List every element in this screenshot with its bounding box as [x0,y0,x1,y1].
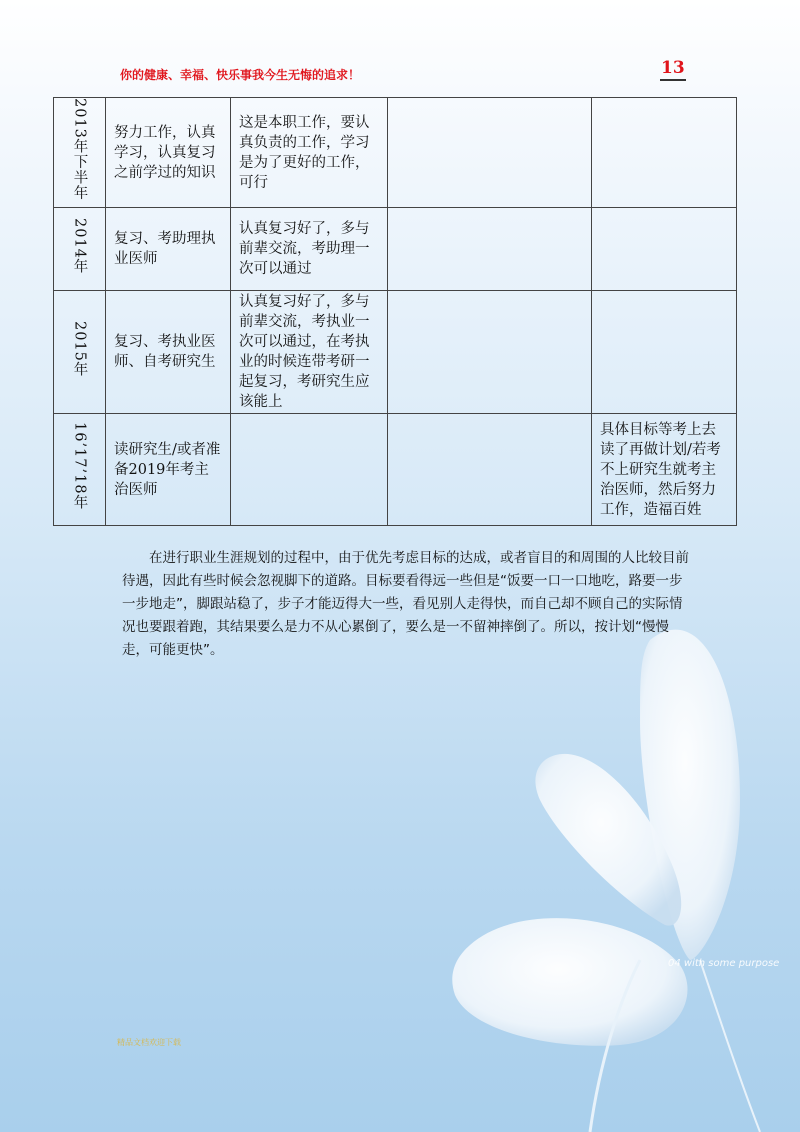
table-row [54,98,737,208]
career-plan-table [53,97,737,526]
feasibility-cell [231,414,388,526]
table-row [54,414,737,526]
year-label: 2014年 [71,217,88,275]
blank-cell [388,98,592,208]
page-number: 13 [660,58,686,81]
goal-cell: 努力工作，认真学习，认真复习之前学过的知识 [106,98,231,208]
blank-cell [388,414,592,526]
goal-cell: 读研究生/或者准备2019年考主治医师 [106,414,231,526]
year-cell [54,291,106,414]
feasibility-cell: 认真复习好了，多与前辈交流，考助理一次可以通过 [231,208,388,291]
petal-shape [452,918,687,1046]
year-label: 2015年 [71,320,88,378]
feasibility-cell: 这是本职工作，要认真负责的工作，学习是为了更好的工作，可行 [231,98,388,208]
year-cell [54,414,106,526]
blank-cell [388,208,592,291]
note-cell [592,291,737,414]
header-slogan: 你的健康、幸福、快乐事我今生无悔的追求！ [120,68,361,82]
footer-note: 精品文档欢迎下载 [117,1038,181,1047]
note-cell: 具体目标等考上去读了再做计划/若考不上研究生就考主治医师，然后努力工作，造福百姓 [592,414,737,526]
note-cell [592,208,737,291]
goal-cell: 复习、考执业医师、自考研究生 [106,291,231,414]
note-cell [592,98,737,208]
goal-cell: 复习、考助理执业医师 [106,208,231,291]
year-label: 16’17’18年 [71,422,88,511]
year-cell [54,208,106,291]
blank-cell [388,291,592,414]
body-paragraph: 在进行职业生涯规划的过程中，由于优先考虑目标的达成，或者盲目的和周围的人比较目前待遇，因此有些时候会忽视脚下的道路。目标要看得远一些但是“饭要一口一口地吃，路要一步一步地走”，脚跟站稳了，步子才能迈得大一些，看见别人走得快，而自己却不顾自己的实际情况也要跟着跑，其结果要么是力不从心累倒了，要么是一不留神摔倒了。所以，按计划“慢慢走，可能更快”。 [122,550,689,658]
year-cell [54,98,106,208]
year-label: 2013年下半年 [71,98,88,201]
petal-stem [700,960,760,1132]
table-row [54,291,737,414]
feasibility-cell: 认真复习好了，多与前辈交流，考执业一次可以通过，在考执业的时候连带考研一起复习，考研究生应该能上 [231,291,388,414]
petal-watermark-text: 04 with some purpose [668,958,780,969]
table-row [54,208,737,291]
